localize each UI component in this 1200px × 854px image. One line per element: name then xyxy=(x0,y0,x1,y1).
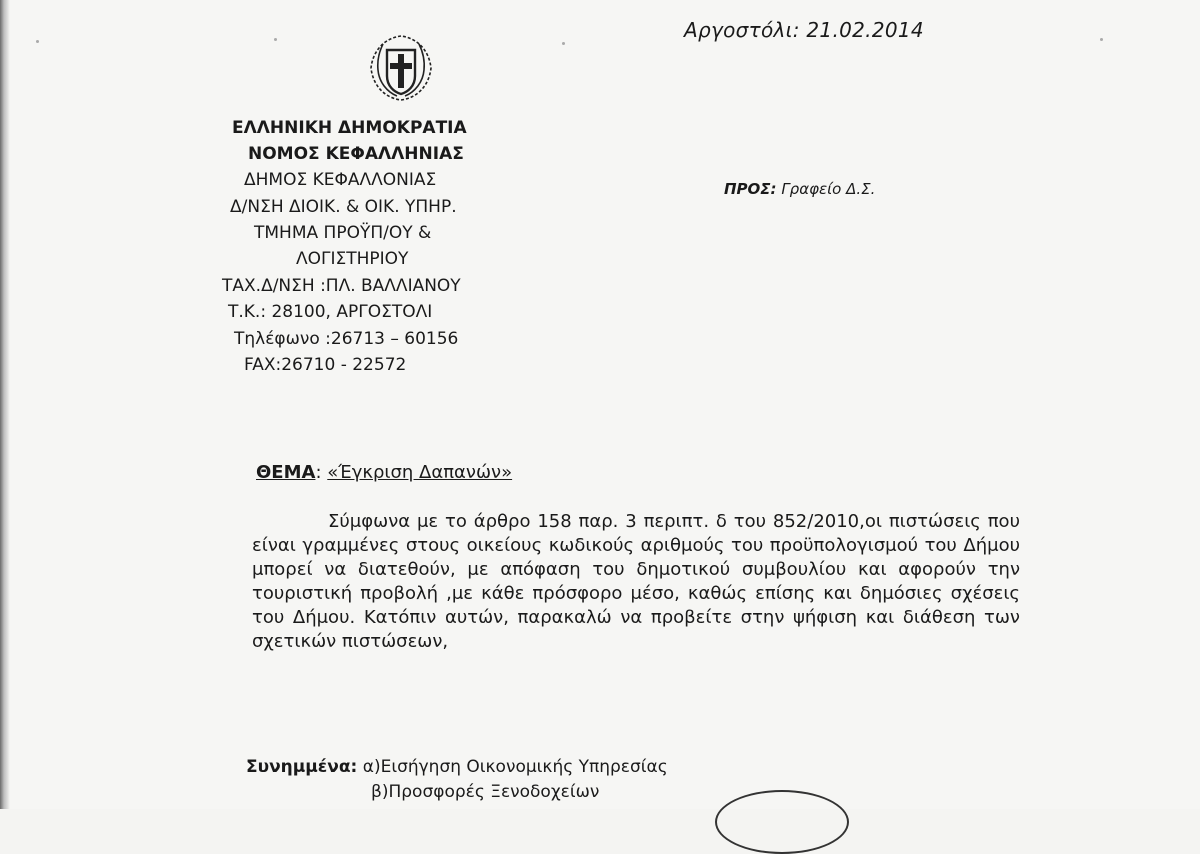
body-paragraph: Σύμφωνα με το άρθρο 158 παρ. 3 περιπτ. δ του 852/2010,οι πιστώσεις που είναι γραμμένες στους οικείους κωδικούς αριθμούς του προϋπολογισμού του Δήμου μπορεί να διατεθούν, με απόφαση του δημοτικού συμβουλίου και αφορούν την τουριστική προβολή ,με κάθε πρόσφορο μέσο, καθώς επίσης και δημόσιες σχέσεις του Δήμου. Κατόπιν αυτών, παρακαλώ να προβείτε στην ψήφιση και διάθεση των σχετικών πιστώσεων, xyxy=(252,511,1020,652)
scan-speck xyxy=(36,40,39,43)
sender-address: ΤΑΧ.Δ/ΝΣΗ :ΠΛ. ΒΑΛΛΙΑΝΟΥ xyxy=(222,276,461,296)
attachments xyxy=(246,755,668,805)
scan-speck xyxy=(1100,38,1103,41)
sender-phone: Τηλέφωνο :26713 – 60156 xyxy=(234,329,459,349)
document-date: Αργοστόλι: 21.02.2014 xyxy=(684,18,924,42)
attachments-label: Συνημμένα: xyxy=(246,757,358,777)
scan-speck xyxy=(274,38,277,41)
attachment-item: α)Εισήγηση Οικονομικής Υπηρεσίας xyxy=(362,757,668,777)
subject-separator: : xyxy=(315,462,322,483)
recipient-label: ΠΡΟΣ: xyxy=(724,180,777,198)
subject-value: «Έγκριση Δαπανών» xyxy=(327,462,513,483)
sender-directorate: Δ/ΝΣΗ ΔΙΟΙΚ. & ΟΙΚ. ΥΠΗΡ. xyxy=(230,197,457,217)
subject-line xyxy=(256,462,512,483)
sender-department-2: ΛΟΓΙΣΤΗΡΙΟΥ xyxy=(296,249,409,269)
greek-coat-of-arms-icon xyxy=(363,30,439,106)
sender-municipality: ΔΗΜΟΣ ΚΕΦΑΛΛΟΝΙΑΣ xyxy=(244,170,437,190)
recipient xyxy=(724,180,875,198)
subject-label: ΘΕΜΑ xyxy=(256,462,316,483)
attachment-item: β)Προσφορές Ξενοδοχείων xyxy=(371,782,600,802)
sender-postcode: Τ.Κ.: 28100, ΑΡΓΟΣΤΟΛΙ xyxy=(228,302,433,322)
scan-edge xyxy=(0,0,10,809)
sender-republic: ΕΛΛΗΝΙΚΗ ΔΗΜΟΚΡΑΤΙΑ xyxy=(232,118,467,138)
sender-department-1: ΤΜΗΜΑ ΠΡΟΫΠ/ΟΥ & xyxy=(254,223,432,243)
scan-speck xyxy=(562,42,565,45)
official-stamp-icon xyxy=(715,790,849,854)
recipient-value: Γραφείο Δ.Σ. xyxy=(781,180,876,198)
sender-fax: FAX:26710 - 22572 xyxy=(244,355,407,375)
sender-prefecture: ΝΟΜΟΣ ΚΕΦΑΛΛΗΝΙΑΣ xyxy=(248,144,464,164)
